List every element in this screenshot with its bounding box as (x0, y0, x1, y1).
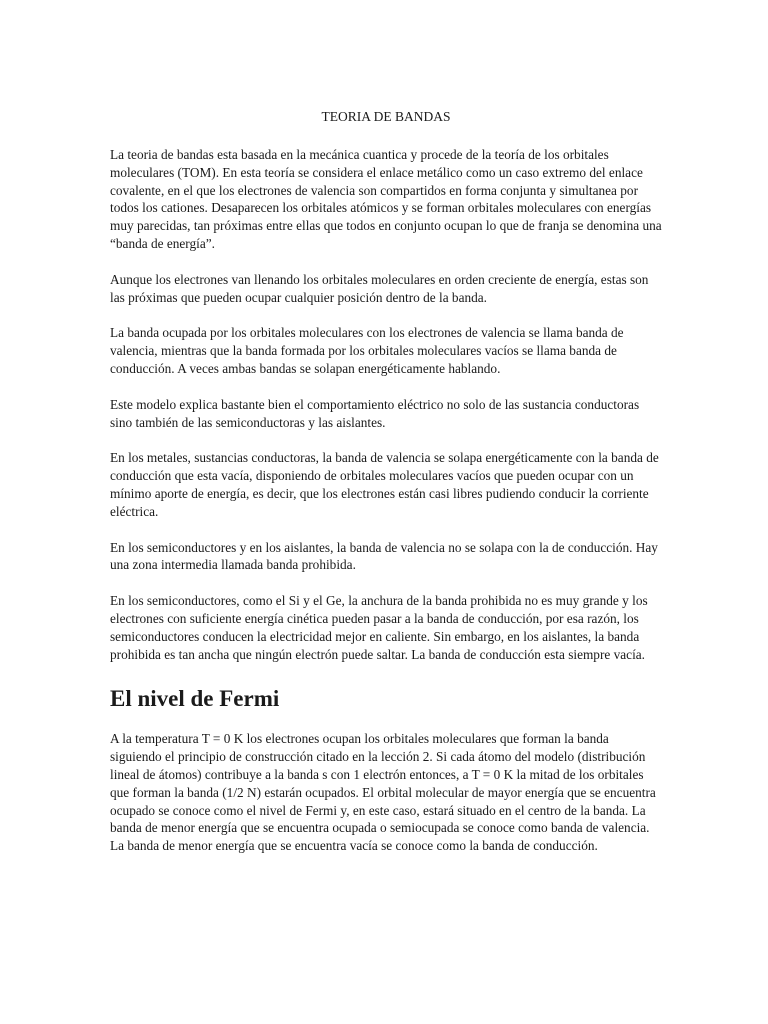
section-heading-fermi: El nivel de Fermi (110, 686, 280, 712)
paragraph-metals: En los metales, sustancias conductoras, la banda de valencia se solapa energéticamente con la banda de conducción que esta vacía, disponiendo de orbitales moleculares vacíos que pueden ocupar con un mínimo aporte de energía, es decir, que los electrones están casi libres pudiendo conducir la corriente eléctrica. (110, 450, 659, 519)
paragraph-model-explains: Este modelo explica bastante bien el comportamiento eléctrico no solo de las sustancia conductoras sino también de las semiconductoras y las aislantes. (110, 396, 640, 430)
paragraph-band-theory-intro: La teoria de bandas esta basada en la mecánica cuantica y procede de la teoría de los orbitales moleculares (TOM). En esta teoría se considera el enlace metálico como un caso extremo del enlace covalente, en el que los electrones de valencia son compartidos en forma conjunta y simultanea por todos los cationes. Desaparecen los orbitales atómicos y se forman orbitales moleculares con energías muy parecidas, tan próximas entre ellas que todos en conjunto ocupan lo que de franja se denomina una “banda de energía”. (110, 147, 662, 251)
paragraph-electron-filling: Aunque los electrones van llenando los orbitales moleculares en orden creciente de energía, estas son las próximas que pueden ocupar cualquier posición dentro de la banda. (110, 271, 649, 305)
document-body (110, 108, 662, 873)
paragraph-band-gap: En los semiconductores, como el Si y el Ge, la anchura de la banda prohibida no es muy grande y los electrones con suficiente energía cinética pueden pasar a la banda de conducción, por esa razón, los semiconductores conducen la electricidad mejor en caliente. Sin embargo, en los aislantes, la banda prohibida es tan ancha que ningún electrón puede saltar. La banda de conducción esta siempre vacía. (110, 593, 648, 662)
paragraph-valence-conduction: La banda ocupada por los orbitales moleculares con los electrones de valencia se llama banda de valencia, mientras que la banda formada por los orbitales moleculares vacíos se llama banda de conducción. A veces ambas bandas se solapan energéticamente hablando. (110, 325, 624, 376)
paragraph-semiconductors-insulators: En los semiconductores y en los aislantes, la banda de valencia no se solapa con la de conducción. Hay una zona intermedia llamada banda prohibida. (110, 539, 658, 573)
document-title: TEORIA DE BANDAS (321, 109, 451, 124)
paragraph-fermi-level: A la temperatura T = 0 K los electrones ocupan los orbitales moleculares que forman la banda siguiendo el principio de construcción citado en la lección 2. Si cada átomo del modelo (distribución lineal de átomos) contribuye a la banda s con 1 electrón entonces, a T = 0 K la mitad de los orbitales que forman la banda (1/2 N) estarán ocupados. El orbital molecular de mayor energía que se encuentra ocupado se conoce como el nivel de Fermi y, en este caso, estará situado en el centro de la banda. La banda de menor energía que se encuentra ocupada o semiocupada se conoce como banda de valencia. La banda de menor energía que se encuentra vacía se conoce como la banda de conducción. (110, 731, 656, 854)
